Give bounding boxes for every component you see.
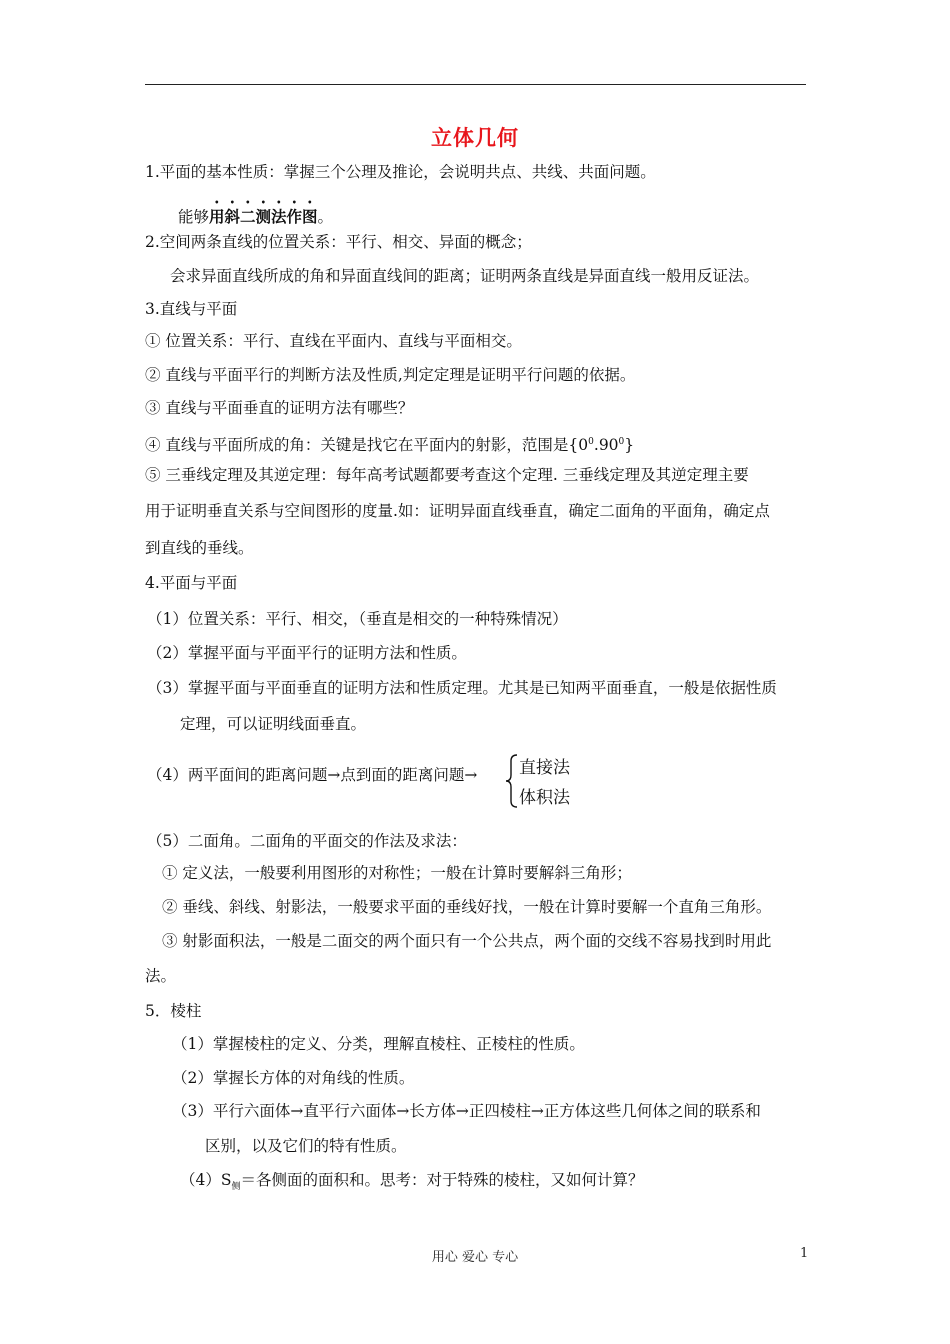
s1-line1: 1.平面的基本性质：掌握三个公理及推论，会说明共点、共线、共面问题。 (145, 163, 656, 181)
s2-line1: 2.空间两条直线的位置关系：平行、相交、异面的概念； (145, 233, 532, 251)
s4-p5: （5）二面角。二面角的平面交的作法及求法： (147, 832, 467, 850)
page-number: 1 (800, 1246, 809, 1261)
degree-sup-2: 0 (618, 437, 625, 447)
s4-p5-item2: ② 垂线、斜线、射影法，一般要求平面的垂线好找，一般在计算时要解一个直角三角形。 (162, 898, 772, 916)
s4-p3-line1: （3）掌握平面与平面垂直的证明方法和性质定理。尤其是已知两平面垂直，一般是依据性质 (147, 679, 777, 697)
s4-p3-line2: 定理，可以证明线面垂直。 (180, 715, 367, 733)
s5-p4-subscript: 侧 (231, 1182, 241, 1193)
s3-item5-line3: 到直线的垂线。 (145, 539, 254, 557)
s1-line2 (178, 197, 333, 228)
s3-item4-end: } (624, 436, 635, 455)
s4-p1: （1）位置关系：平行、相交，（垂直是相交的一种特殊情况） (147, 610, 568, 628)
s5-heading: 5．棱柱 (145, 1002, 202, 1020)
s3-heading: 3.直线与平面 (145, 300, 238, 318)
header-rule (145, 84, 806, 85)
left-brace-icon (505, 753, 519, 809)
s3-item3: ③ 直线与平面垂直的证明方法有哪些？ (145, 399, 414, 417)
s3-item4-text: ④ 直线与平面所成的角：关键是找它在平面内的射影，范围是{0 (145, 436, 589, 455)
s5-p2: （2）掌握长方体的对角线的性质。 (172, 1069, 415, 1087)
s4-p2: （2）掌握平面与平面平行的证明方法和性质。 (147, 644, 467, 662)
s3-item2: ② 直线与平面平行的判断方法及性质,判定定理是证明平行问题的依据。 (145, 366, 636, 384)
s3-item5-line2: 用于证明垂直关系与空间图形的度量.如：证明异面直线垂直，确定二面角的平面角，确定点 (145, 502, 770, 520)
s4-p5-item1: ① 定义法，一般要利用图形的对称性；一般在计算时要解斜三角形； (162, 864, 632, 882)
s5-p4-pre: （4）S (180, 1171, 232, 1189)
s5-p3-line1: （3）平行六面体→直平行六面体→长方体→正四棱柱→正方体这些几何体之间的联系和 (172, 1102, 761, 1120)
method-brace-group (505, 753, 595, 809)
s3-item4-mid: .90 (593, 436, 619, 455)
s1-line2-prefix: 能够 (178, 208, 210, 226)
s4-heading: 4.平面与平面 (145, 574, 238, 592)
s3-item1: ① 位置关系：平行、直线在平面内、直线与平面相交。 (145, 332, 522, 350)
s3-item5-line1: ⑤ 三垂线定理及其逆定理：每年高考试题都要考查这个定理. 三垂线定理及其逆定理主要 (145, 466, 749, 484)
method-volume: 体积法 (519, 788, 570, 808)
s5-p3-line2: 区别，以及它们的特有性质。 (205, 1137, 407, 1155)
s1-emphasis: 用斜二测法作图 (209, 207, 318, 226)
page-title: 立体几何 (431, 125, 519, 150)
method-direct: 直接法 (519, 758, 570, 778)
s4-p5-item3-line2: 法。 (145, 967, 177, 985)
degree-sup-1: 0 (588, 437, 594, 447)
s4-p5-item3-line1: ③ 射影面积法，一般是二面交的两个面只有一个公共点，两个面的交线不容易找到时用此 (162, 932, 772, 950)
s3-item4 (145, 431, 634, 456)
s5-p4 (180, 1169, 644, 1198)
s1-line2-suffix: 。 (317, 208, 334, 226)
s5-p1: （1）掌握棱柱的定义、分类，理解直棱柱、正棱柱的性质。 (172, 1035, 585, 1053)
s5-p4-post: ＝各侧面的面积和。思考：对于特殊的棱柱，又如何计算？ (240, 1171, 644, 1189)
s4-p4: （4）两平面间的距离问题→点到面的距离问题→ (147, 766, 478, 784)
footer-motto: 用心 爱心 专心 (431, 1250, 519, 1265)
s2-line2: 会求异面直线所成的角和异面直线间的距离；证明两条直线是异面直线一般用反证法。 (170, 267, 760, 285)
